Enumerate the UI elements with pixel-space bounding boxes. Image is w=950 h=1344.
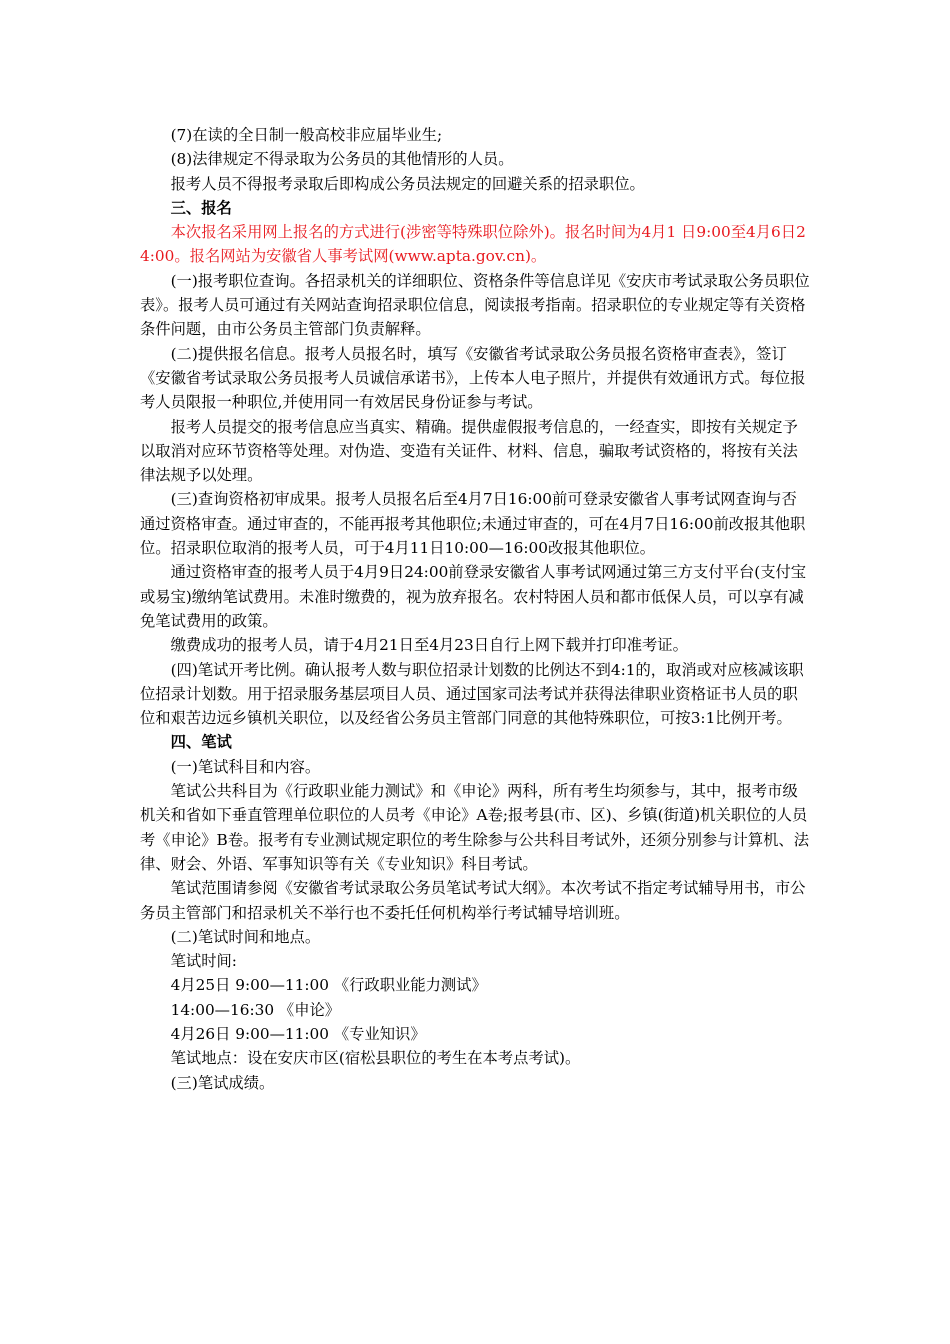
paragraph-exam-subjects-title: (一)笔试科目和内容。 xyxy=(170,757,321,776)
paragraph-review-results: (三)查询资格初审成果。报考人员报名后至4月7日16:00前可登录安徽省人事考试网查询与否通过资格审查。通过审查的，不能再报考其他职位;未通过审查的，可在4月7日16:00前改报其他职位。招录职位取消的报考人员，可于4月11日10:00—16:00改报其他职位。 xyxy=(140,490,806,558)
item-7: (7)在读的全日制一般高校非应届毕业生; xyxy=(170,126,443,144)
item-8: (8)法律规定不得录取为公务员的其他情形的人员。 xyxy=(170,150,514,169)
paragraph-truthful-info: 报考人员提交的报考信息应当真实、精确。提供虚假报考信息的，一经查实，即按有关规定予以取消对应环节资格等处理。对伪造、变造有关证件、材料、信息，骗取考试资格的，将按有关法律法规予以处理。 xyxy=(140,417,798,485)
exam-schedule-row: 4月25日 9:00—11:00 《行政职业能力测试》 xyxy=(170,976,487,995)
avoidance-note: 报考人员不得报考录取后即构成公务员法规定的回避关系的招录职位。 xyxy=(170,174,645,193)
paragraph-exam-ratio: (四)笔试开考比例。确认报考人数与职位招录计划数的比例达不到4:1的，取消或对应核减该职位招录计划数。用于招录服务基层项目人员、通过国家司法考试并获得法律职业资格证书人员的职位和艰苦边远乡镇机关职位，以及经省公务员主管部门同意的其他特殊职位，可按3:1比例开考。 xyxy=(140,660,804,728)
section-heading-written-exam: 四、笔试 xyxy=(170,733,232,752)
exam-schedule-row: 14:00—16:30 《申论》 xyxy=(170,1000,341,1019)
document-body xyxy=(140,123,810,1095)
paragraph-payment: 通过资格审查的报考人员于4月9日24:00前登录安徽省人事考试网通过第三方支付平台(支付宝或易宝)缴纳笔试费用。未准时缴费的，视为放弃报名。农村特困人员和都市低保人员，可以享有减免笔试费用的政策。 xyxy=(140,563,807,630)
paragraph-registration-info: (二)提供报名信息。报考人员报名时，填写《安徽省考试录取公务员报名资格审查表》，签订《安徽省考试录取公务员报考人员诚信承诺书》，上传本人电子照片，并提供有效通讯方式。每位报考人员限报一种职位,并使用同一有效居民身份证参与考试。 xyxy=(140,344,806,412)
paragraph-exam-time-title: (二)笔试时间和地点。 xyxy=(170,927,321,946)
section-heading-registration: 三、报名 xyxy=(170,198,232,217)
paragraph-admission-ticket: 缴费成功的报考人员，请于4月21日至4月23日自行上网下载并打印准考证。 xyxy=(170,636,688,655)
exam-time-label: 笔试时间: xyxy=(170,952,237,971)
paragraph-exam-scores-title: (三)笔试成绩。 xyxy=(170,1073,275,1092)
paragraph-exam-scope: 笔试范围请参阅《安徽省考试录取公务员笔试考试大纲》。本次考试不指定考试辅导用书，市公务员主管部门和招录机关不举行也不委托任何机构举行考试辅导培训班。 xyxy=(140,879,806,922)
registration-notice: 本次报名采用网上报名的方式进行(涉密等特殊职位除外)。报名时间为4月1 日9:00至4月6日24:00。报名网站为安徽省人事考试网(www.apta.gov.cn)。 xyxy=(140,223,806,266)
exam-location: 笔试地点：设在安庆市区(宿松县职位的考生在本考点考试)。 xyxy=(170,1049,581,1068)
paragraph-exam-subjects: 笔试公共科目为《行政职业能力测试》和《申论》两科，所有考生均须参与，其中，报考市级机关和省如下垂直管理单位职位的人员考《申论》A卷;报考县(市、区)、乡镇(街道)机关职位的人员考《申论》B卷。报考有专业测试规定职位的考生除参与公共科目考试外，还须分别参与计算机、法律、财会、外语、军事知识等有关《专业知识》科目考试。 xyxy=(140,782,810,873)
exam-schedule-row: 4月26日 9:00—11:00 《专业知识》 xyxy=(170,1024,426,1043)
paragraph-position-query: (一)报考职位查询。各招录机关的详细职位、资格条件等信息详见《安庆市考试录取公务员职位表》。报考人员可通过有关网站查询招录职位信息，阅读报考指南。招录职位的专业规定等有关资格条件问题，由市公务员主管部门负责解释。 xyxy=(140,271,810,339)
